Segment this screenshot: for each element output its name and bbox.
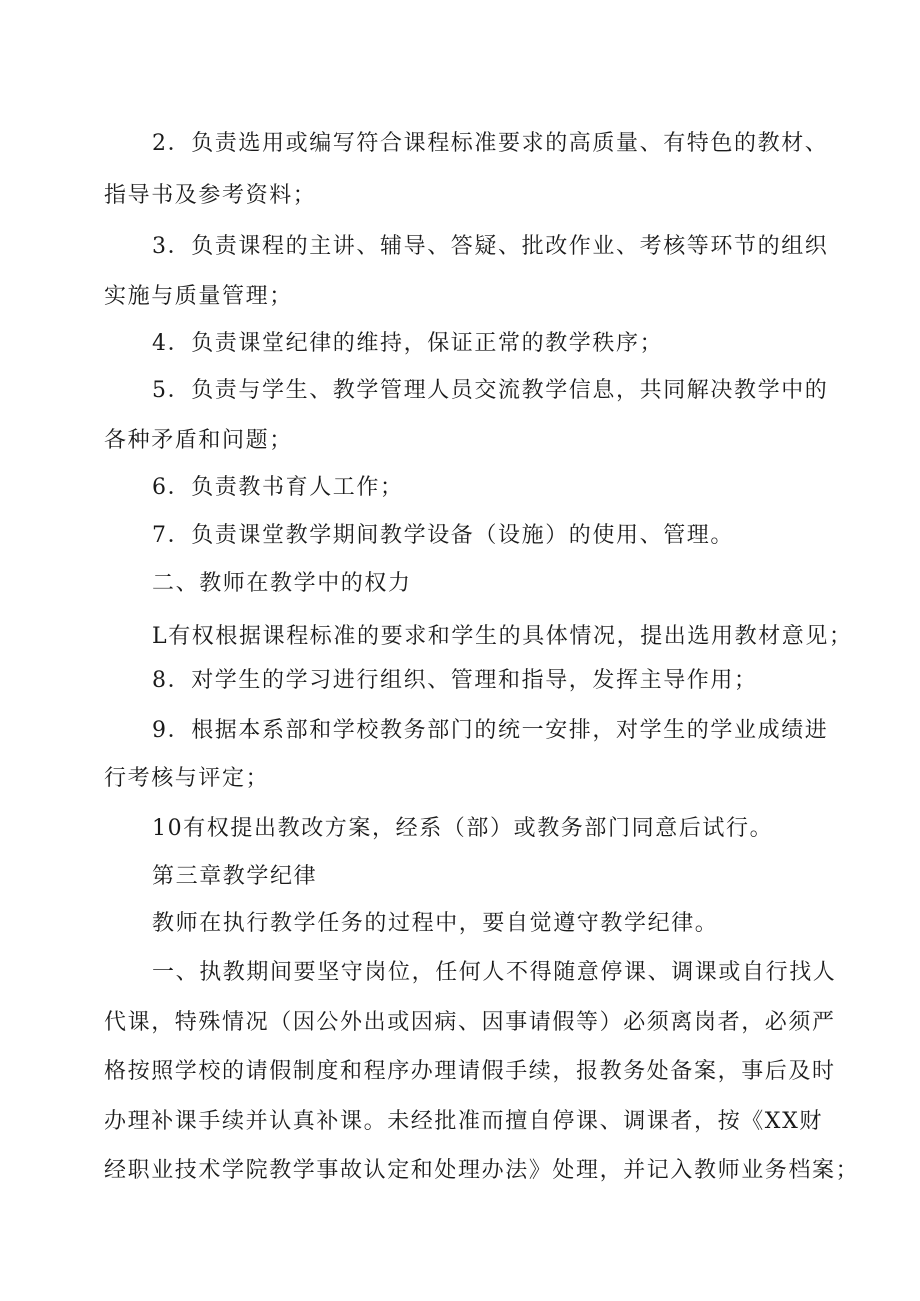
section-heading: 二、教师在教学中的权力: [152, 571, 412, 596]
paragraph-line: 6．负责教书育人工作；: [152, 475, 404, 500]
chapter-heading: 第三章教学纪律: [152, 864, 318, 889]
paragraph-line: 指导书及参考资料；: [104, 183, 317, 208]
paragraph-line: 各种矛盾和问题；: [104, 428, 293, 453]
paragraph-line: 10有权提出教改方案，经系（部）或教务部门同意后试行。: [152, 816, 774, 841]
paragraph-line: 4．负责课堂纪律的维持，保证正常的教学秩序；: [152, 331, 664, 356]
paragraph-line: 一、执教期间要坚守岗位，任何人不得随意停课、调课或自行找人: [152, 960, 837, 985]
paragraph-line: 8．对学生的学习进行组织、管理和指导，发挥主导作用；: [152, 668, 758, 693]
paragraph-line: 实施与质量管理；: [104, 284, 293, 309]
paragraph-line: 9．根据本系部和学校教务部门的统一安排，对学生的学业成绩进: [152, 718, 829, 743]
paragraph-line: 办理补课手续并认真补课。未经批准而擅自停课、调课者，按《XX财: [104, 1109, 823, 1134]
paragraph-line: 代课，特殊情况（因公外出或因病、因事请假等）必须离岗者，必须严: [104, 1010, 836, 1035]
paragraph-line: 格按照学校的请假制度和程序办理请假手续，报教务处备案，事后及时: [104, 1059, 836, 1084]
paragraph-line: 7．负责课堂教学期间教学设备（设施）的使用、管理。: [152, 523, 734, 548]
paragraph-line: 5．负责与学生、教学管理人员交流教学信息，共同解决教学中的: [152, 378, 829, 403]
paragraph-line: 行考核与评定；: [104, 766, 270, 791]
paragraph-line: 教师在执行教学任务的过程中，要自觉遵守教学纪律。: [152, 911, 719, 936]
paragraph-line: L有权根据课程标准的要求和学生的具体情况，提出选用教材意见；: [152, 624, 853, 649]
paragraph-line: 经职业技术学院教学事故认定和处理办法》处理，并记入教师业务档案；: [104, 1158, 860, 1183]
paragraph-line: 2．负责选用或编写符合课程标准要求的高质量、有特色的教材、: [152, 131, 829, 156]
paragraph-line: 3．负责课程的主讲、辅导、答疑、批改作业、考核等环节的组织: [152, 234, 829, 259]
